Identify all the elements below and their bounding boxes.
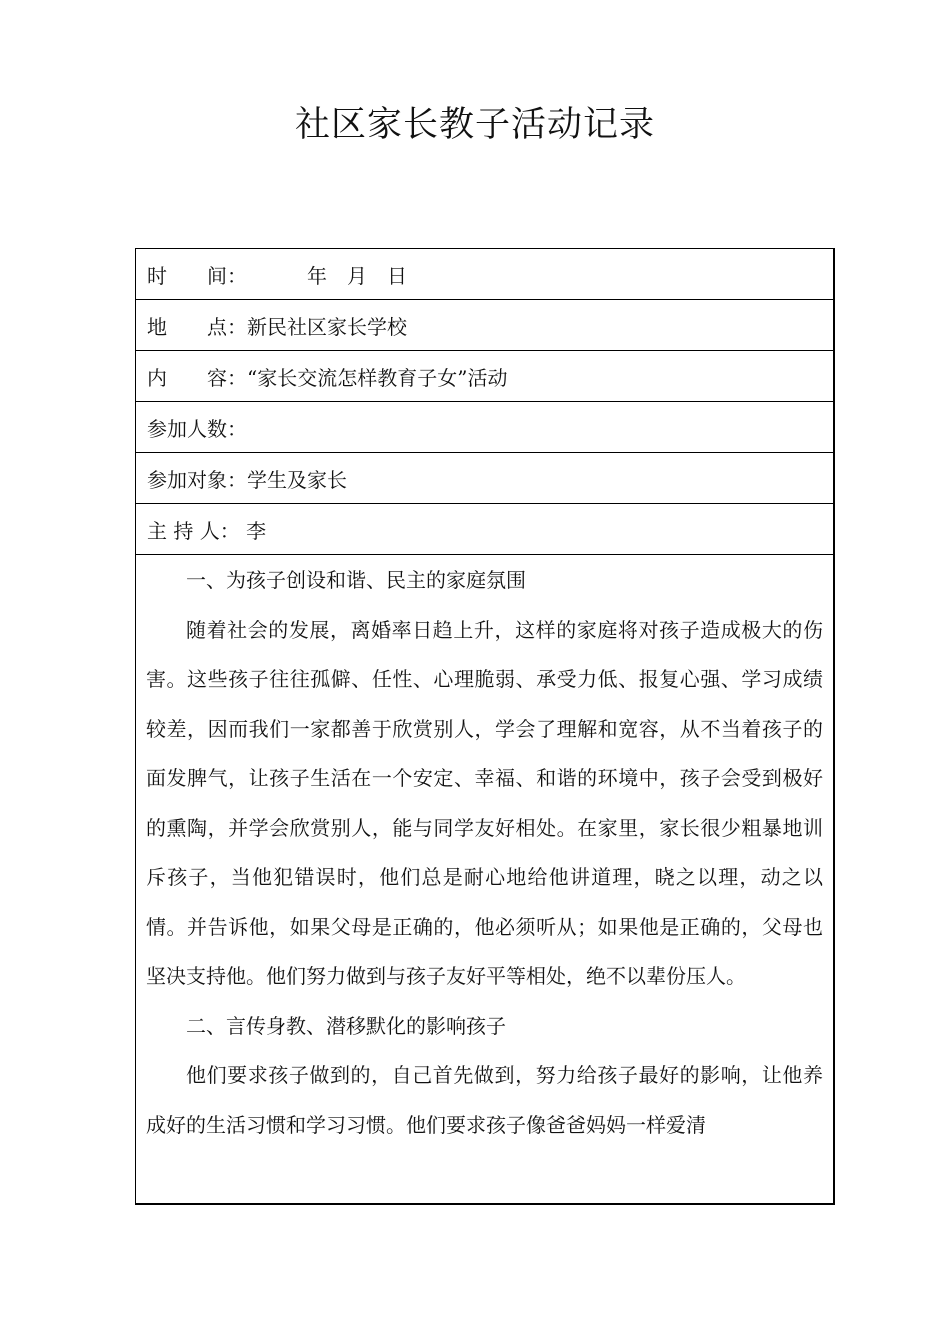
page-title: 社区家长教子活动记录: [294, 105, 655, 145]
record-content: [136, 555, 833, 1203]
field-label-content: 内 容：: [147, 365, 247, 390]
field-label-participants: 参加对象：: [147, 467, 247, 492]
field-value-location: 新民社区家长学校: [247, 314, 407, 339]
field-row-participants: [136, 453, 833, 504]
field-row-participant-count: [136, 402, 833, 453]
field-label-time: 时 间：: [147, 263, 247, 288]
section-heading-2: 二、言传身教、潜移默化的影响孩子: [186, 1013, 506, 1038]
field-value-time: 年 月 日: [247, 263, 407, 288]
field-row-location: [136, 300, 833, 351]
field-label-host: 主 持 人：: [147, 518, 240, 543]
section-heading-1: 一、为孩子创设和谐、民主的家庭氛围: [186, 568, 526, 592]
section-paragraph-1: 随着社会的发展，离婚率日趋上升，这样的家庭将对孩子造成极大的伤害。这些孩子往往孤僻、任性、心理脆弱、承受力低、报复心强、学习成绩较差，因而我们一家都善于欣赏别人，学会了理解和宽容，从不当着孩子的面发脾气，让孩子生活在一个安定、幸福、和谐的环境中，孩子会受到极好的熏陶，并学会欣赏别人，能与同学友好相处。在家里，家长很少粗暴地训斥孩子，当他犯错误时，他们总是耐心地给他讲道理，晓之以理，动之以情。并告诉他，如果父母是正确的，他必须听从；如果他是正确的，父母也坚决支持他。他们努力做到与孩子友好平等相处，绝不以辈份压人。: [146, 617, 823, 988]
section-paragraph-2: 他们要求孩子做到的，自己首先做到，努力给孩子最好的影响，让他养成好的生活习惯和学习习惯。他们要求孩子像爸爸妈妈一样爱清: [146, 1063, 823, 1137]
field-label-location: 地 点：: [147, 314, 247, 339]
field-row-host: [136, 504, 833, 555]
field-row-time: [136, 249, 833, 300]
field-label-participant-count: 参加人数：: [147, 416, 247, 441]
field-value-participants: 学生及家长: [247, 467, 347, 492]
field-value-host: 李: [239, 518, 267, 543]
field-row-content: [136, 351, 833, 402]
field-value-content: “家长交流怎样教育子女”活动: [247, 365, 508, 390]
record-table: [135, 248, 835, 1205]
